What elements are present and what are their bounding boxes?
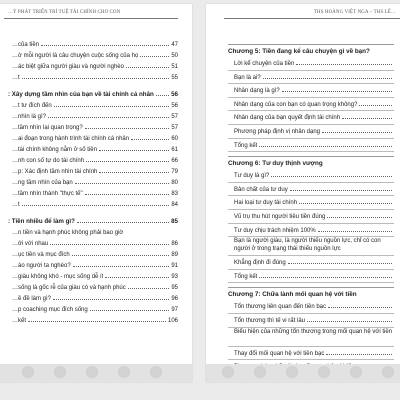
dot-leader: [54, 99, 170, 107]
dot-leader: [73, 259, 170, 267]
toc-page-number: 86: [171, 241, 178, 247]
dot-leader: [90, 303, 170, 311]
toc-entry[interactable]: [8, 226, 178, 237]
toc-chapter-entry[interactable]: [8, 88, 178, 99]
left-toc: [8, 38, 178, 325]
toc-entry[interactable]: [8, 270, 178, 281]
dot-leader: [288, 256, 392, 264]
toc-entry-title: …p coaching mục đích sống: [12, 307, 88, 313]
toc-entry[interactable]: [228, 256, 394, 270]
toc-entry-title: …t: [12, 202, 20, 208]
dot-leader: [86, 154, 169, 162]
toc-entry[interactable]: [8, 314, 178, 325]
toc-entry-title: Tổng kết: [234, 142, 258, 149]
footer-ornament-icon: [254, 366, 266, 378]
dot-leader: [326, 347, 392, 355]
toc-entry-title: Tư duy là gì?: [234, 173, 270, 180]
footer-ornament-icon: [382, 366, 394, 378]
toc-entry[interactable]: [8, 71, 178, 82]
toc-entry[interactable]: [8, 121, 178, 132]
toc-entry[interactable]: [8, 237, 178, 248]
toc-entry[interactable]: [228, 169, 394, 183]
dot-leader: [126, 60, 169, 68]
dot-leader: [99, 165, 169, 173]
toc-entry[interactable]: [8, 176, 178, 187]
dot-leader: [263, 71, 392, 79]
right-footer-band: [206, 364, 400, 382]
left-page: [0, 4, 192, 382]
toc-page-number: 97: [171, 307, 178, 313]
toc-entry-title: Biểu hiện của những tổn thương trong mối quan hệ với tiền: [234, 328, 393, 335]
toc-entry-title: Phương pháp định vị nhân dạng: [234, 128, 321, 135]
toc-chapter-block: [228, 156, 394, 283]
toc-page-number: 66: [171, 158, 178, 164]
toc-entry-title: …ai đoạn trong hành trình tài chính cá nhân: [12, 136, 130, 142]
toc-entry[interactable]: [8, 303, 178, 314]
toc-page-number: 61: [171, 147, 178, 153]
dot-leader: [77, 215, 169, 223]
toc-entry[interactable]: [228, 196, 394, 210]
footer-ornament-icon: [86, 366, 98, 378]
right-toc: [228, 44, 394, 382]
toc-entry[interactable]: [228, 125, 394, 139]
toc-page-number: 56: [171, 103, 178, 109]
dot-leader: [128, 281, 170, 289]
toc-entry[interactable]: [228, 347, 394, 361]
toc-entry-title: : Tiền nhiều để làm gì?: [8, 218, 75, 225]
dot-leader: [299, 196, 392, 204]
toc-entry-title: Nhân dạng là gì?: [234, 88, 280, 95]
toc-page-number: 80: [171, 180, 178, 186]
toc-entry[interactable]: [228, 237, 394, 256]
dot-leader: [327, 210, 392, 218]
toc-page-number: 55: [171, 75, 178, 81]
toc-entry-title: …nh con số tự do tài chính: [12, 158, 85, 164]
dot-leader: [140, 49, 169, 57]
toc-chapter-heading[interactable]: Chương 7: Chữa lành mối quan hệ với tiền: [228, 291, 357, 299]
toc-entry[interactable]: [8, 154, 178, 165]
right-running-header: THS HOÀNG VIỆT NGA – THS LÊ…: [313, 10, 396, 15]
toc-entry[interactable]: [8, 259, 178, 270]
dot-leader: [75, 176, 170, 184]
dot-leader: [359, 98, 392, 106]
toc-entry[interactable]: [228, 111, 394, 125]
toc-entry-title: …ề đề làm gì?: [12, 296, 52, 302]
toc-entry-title: …ào người ta nghèo?: [12, 263, 71, 269]
dot-leader: [131, 132, 169, 140]
dot-leader: [41, 38, 169, 46]
toc-entry[interactable]: [228, 300, 394, 314]
toc-entry-title: Bạn là người giàu, là người thiếu nguồn lực, chỉ có con người ở trong trạng thái thiếu nguồn lực: [234, 238, 381, 253]
toc-entry-title: Bạn là ai?: [234, 74, 261, 81]
toc-entry[interactable]: [8, 49, 178, 60]
toc-entry[interactable]: [8, 132, 178, 143]
footer-ornament-icon: [54, 366, 66, 378]
toc-entry[interactable]: [8, 99, 178, 110]
toc-page-number: 91: [171, 263, 178, 269]
toc-entry[interactable]: [228, 57, 394, 71]
toc-entry-title: Tư duy chịu trách nhiệm 100%: [234, 227, 316, 234]
toc-entry-title: …tầm nhìn lại quan trọng?: [12, 125, 83, 131]
toc-page-number: 95: [171, 285, 178, 291]
toc-entry[interactable]: [8, 187, 178, 198]
toc-entry-title: Hai loại tư duy tài chính: [234, 200, 298, 207]
toc-page-number: 60: [171, 136, 178, 142]
toc-entry[interactable]: [228, 328, 394, 347]
dot-leader: [296, 57, 392, 65]
dot-leader: [290, 183, 392, 191]
footer-ornament-icon: [222, 366, 234, 378]
toc-entry-title: Nhân dạng của bạn quyết định tài chính: [234, 115, 341, 122]
toc-page-number: 47: [171, 42, 178, 48]
toc-entry-title: Bản chất của tư duy: [234, 186, 288, 193]
toc-page-number: 50: [171, 53, 178, 59]
toc-entry[interactable]: [228, 139, 394, 153]
toc-entry-title: Tổn thương liên quan đến tiền bạc: [234, 304, 327, 311]
toc-page-number: 79: [171, 169, 178, 175]
toc-entry[interactable]: [8, 110, 178, 121]
dot-leader: [271, 169, 392, 177]
toc-entry-title: …t tư đích đến: [12, 103, 52, 109]
dot-leader: [50, 237, 169, 245]
toc-page-number: 85: [171, 218, 178, 225]
dot-leader: [259, 139, 392, 147]
dot-leader: [85, 187, 170, 195]
toc-entry-title: …ờ mỗi người là câu chuyện cuộc sống của họ: [12, 53, 139, 59]
toc-chapter-block: [228, 44, 394, 152]
toc-entry[interactable]: [228, 270, 394, 284]
right-page: [206, 4, 400, 382]
toc-entry[interactable]: [228, 71, 394, 85]
toc-entry-title: …ác biệt giữa người giàu và người nghèo: [12, 64, 124, 70]
dot-leader: [22, 71, 170, 79]
toc-entry[interactable]: [8, 198, 178, 209]
toc-entry[interactable]: [228, 98, 394, 112]
toc-entry-title: …ới với nhau: [12, 241, 49, 247]
toc-entry-title: Khẳng định đi đúng: [234, 260, 286, 267]
toc-entry[interactable]: [228, 183, 394, 197]
toc-entry-title: …kết: [12, 318, 27, 324]
dot-leader: [342, 111, 392, 119]
dot-leader: [259, 270, 392, 278]
right-header-rule: [224, 18, 400, 19]
toc-chapter-heading[interactable]: Chương 6: Tư duy thịnh vượng: [228, 160, 323, 168]
toc-chapter-heading[interactable]: Chương 5: Tiền đang kể câu chuyện gì về bạn?: [228, 48, 370, 55]
dot-leader: [307, 314, 392, 322]
toc-page-number: 56: [171, 91, 178, 98]
toc-entry-title: …nhìn là gì?: [12, 114, 47, 120]
toc-entry[interactable]: [8, 292, 178, 303]
toc-entry-title: Lời kể chuyện của tiền: [234, 61, 295, 67]
toc-entry[interactable]: [8, 165, 178, 176]
toc-page-number: 57: [171, 114, 178, 120]
toc-page-number: 51: [171, 64, 178, 70]
dot-leader: [53, 292, 169, 300]
left-header-rule: [4, 18, 178, 19]
toc-entry[interactable]: [228, 84, 394, 98]
footer-ornament-icon: [350, 366, 362, 378]
toc-entry[interactable]: [8, 248, 178, 259]
toc-entry-title: …ng tầm nhìn của bạn: [12, 180, 73, 186]
dot-leader: [28, 314, 166, 322]
dot-leader: [72, 248, 170, 256]
toc-entry[interactable]: [8, 38, 178, 49]
dot-leader: [318, 224, 392, 232]
dot-leader: [322, 125, 392, 133]
toc-entry-title: Vũ trụ thu hút người tiêu tiền đúng: [234, 213, 326, 220]
toc-page-number: 84: [171, 202, 178, 208]
footer-ornament-icon: [318, 366, 330, 378]
toc-entry-title: …giàu không khó - mục sống dễ ít: [12, 274, 104, 280]
toc-entry-title: …ục tiền và mục đích: [12, 252, 70, 258]
toc-entry[interactable]: [228, 314, 394, 328]
footer-ornament-icon: [150, 366, 162, 378]
dot-leader: [105, 270, 169, 278]
toc-page-number: 83: [171, 191, 178, 197]
toc-page-number: 57: [171, 125, 178, 131]
dot-leader: [328, 300, 392, 308]
toc-entry-title: : Xây dựng tầm nhìn của bạn về tài chính cá nhân: [8, 91, 154, 98]
toc-chapter-entry[interactable]: [8, 215, 178, 226]
toc-entry-title: …tầm nhìn thành "thực tế": [12, 191, 83, 197]
toc-page-number: 93: [171, 274, 178, 280]
footer-ornament-icon: [22, 366, 34, 378]
toc-entry-title: …n tiền và hạnh phúc không phải bao giờ: [12, 230, 124, 236]
dot-leader: [48, 110, 169, 118]
toc-entry-title: …của tiền: [12, 42, 40, 48]
toc-entry[interactable]: [228, 210, 394, 224]
toc-page-number: 106: [167, 318, 178, 324]
footer-ornament-icon: [286, 366, 298, 378]
toc-entry-title: …tài chính không nằm ở số tiền: [12, 147, 97, 153]
toc-entry-title: …sống là gốc rễ của giàu có và hạnh phúc: [12, 285, 126, 291]
toc-entry[interactable]: [8, 143, 178, 154]
footer-ornament-icon: [118, 366, 130, 378]
toc-entry[interactable]: [8, 281, 178, 292]
toc-entry-title: Tổn thương thì tế vi rất lâu: [234, 317, 305, 324]
toc-entry-title: …p: Xác định tầm nhìn tài chính: [12, 169, 98, 175]
dot-leader: [99, 143, 169, 151]
dot-leader: [156, 88, 169, 96]
dot-leader: [85, 121, 170, 129]
toc-entry-title: Tổng kết: [234, 273, 258, 280]
toc-page-number: 96: [171, 296, 178, 302]
toc-entry[interactable]: [228, 224, 394, 238]
left-running-header: …Ỷ PHÁT TRIỂN TRÍ TUỆ TÀI CHÍNH CHO CON: [8, 10, 121, 15]
dot-leader: [22, 198, 170, 206]
toc-entry-title: Thay đổi mối quan hệ với tiền bạc: [234, 350, 325, 357]
toc-entry[interactable]: [8, 60, 178, 71]
dot-leader: [282, 84, 392, 92]
toc-entry-title: Nhân dạng của con bạn có quan trọng không?: [234, 101, 358, 108]
toc-entry-title: …t: [12, 75, 20, 81]
toc-page-number: 89: [171, 252, 178, 258]
